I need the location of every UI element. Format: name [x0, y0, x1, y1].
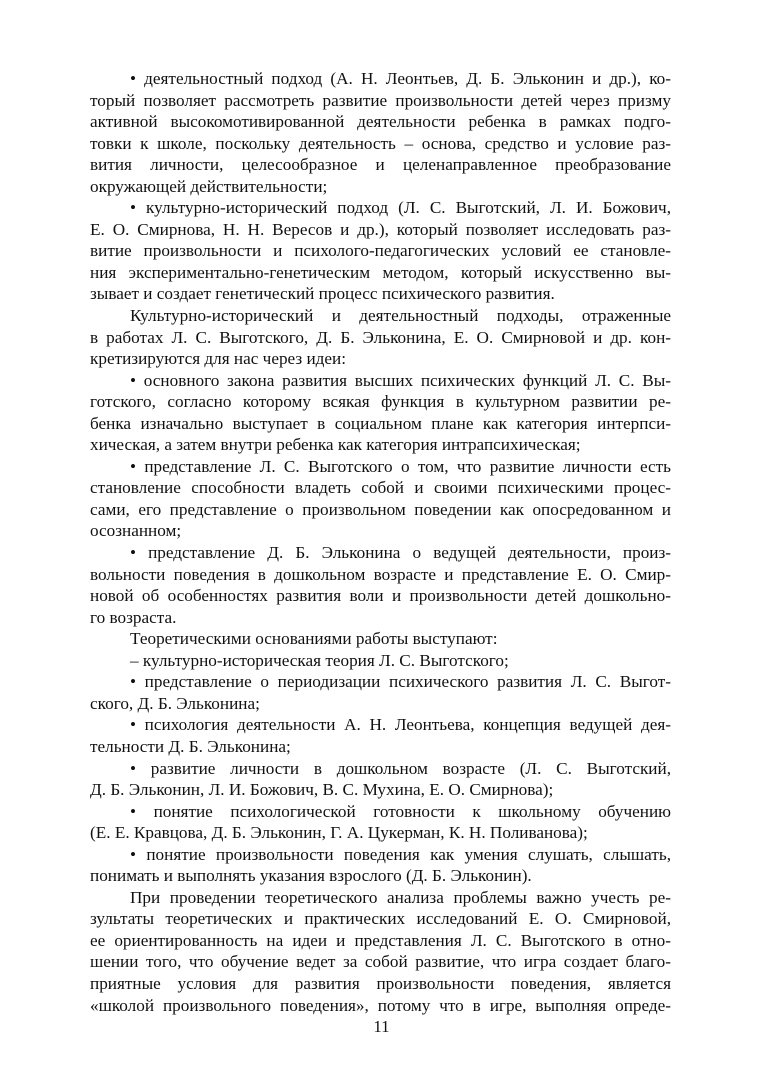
text-line: • развитие личности в дошкольном возрасте (Л. С. Выготский,: [130, 758, 671, 778]
text-line: сами, его представление о произвольном поведении как опосредованном и: [90, 499, 671, 519]
text-line: в работах Л. С. Выготского, Д. Б. Эльконина, Е. О. Смирновой и др. кон-: [90, 327, 671, 347]
text-line: – культурно-историческая теория Л. С. Выготского;: [130, 650, 509, 670]
text-line: Культурно-исторический и деятельностный подходы, отраженные: [130, 306, 671, 326]
text-line: • понятие произвольности поведения как умения слушать, слышать,: [130, 844, 671, 864]
text-line: бенка изначально выступает в социальном плане как категория интерпси-: [90, 413, 671, 433]
text-line: окружающей действительности;: [90, 176, 328, 196]
text-line: шении того, что обучение ведет за собой развитие, что игра создает благо-: [90, 952, 671, 972]
text-line: • культурно-исторический подход (Л. С. Выготский, Л. И. Божович,: [130, 198, 671, 218]
text-line: При проведении теоретического анализа проблемы важно учесть ре-: [130, 887, 671, 907]
text-line: • основного закона развития высших психических функций Л. С. Вы-: [130, 370, 671, 390]
text-line: ния экспериментально-генетическим методом, который искусственно вы-: [90, 262, 671, 282]
text-line: • деятельностный подход (А. Н. Леонтьев, Д. Б. Эльконин и др.), ко-: [130, 69, 671, 88]
page-number: 11: [373, 1017, 390, 1036]
text-line: (Е. Е. Кравцова, Д. Б. Эльконин, Г. А. Цукерман, К. Н. Поливанова);: [90, 823, 588, 843]
text-line: товки к школе, поскольку деятельность – основа, средство и условие раз-: [90, 133, 671, 153]
text-line: витие произвольности и психолого-педагогических условий ее становле-: [90, 241, 671, 261]
text-line: активной высокомотивированной деятельности ребенка в рамках подго-: [90, 112, 671, 132]
text-line: хическая, а затем внутри ребенка как категория интрапсихическая;: [90, 435, 581, 455]
text-line: Д. Б. Эльконин, Л. И. Божович, В. С. Мухина, Е. О. Смирнова);: [90, 780, 554, 800]
text-line: готского, согласно которому всякая функция в культурном развитии ре-: [90, 392, 671, 412]
text-line: становление способности владеть собой и своими психическими процес-: [90, 478, 671, 498]
text-line: торый позволяет рассмотреть развитие произвольности детей через призму: [90, 90, 671, 110]
text-line: го возраста.: [90, 607, 177, 627]
text-line: • представление Д. Б. Эльконина о ведущей деятельности, произ-: [130, 543, 671, 563]
text-line: кретизируются для нас через идеи:: [90, 349, 347, 369]
text-line: Теоретическими основаниями работы выступают:: [130, 629, 498, 649]
text-line: Е. О. Смирнова, Н. Н. Вересов и др.), который позволяет исследовать раз-: [90, 219, 671, 239]
text-line: вольности поведения в дошкольном возрасте и представление Е. О. Смир-: [90, 564, 671, 584]
text-line: • понятие психологической готовности к школьному обучению: [130, 801, 671, 821]
text-line: новой об особенностях развития воли и произвольности детей дошкольно-: [90, 586, 671, 606]
text-line: тельности Д. Б. Эльконина;: [90, 736, 291, 756]
text-line: ее ориентированность на идеи и представления Л. С. Выготского в отно-: [90, 930, 671, 950]
text-line: понимать и выполнять указания взрослого (Д. Б. Эльконин).: [90, 866, 532, 886]
text-line: осознанном;: [90, 521, 182, 541]
text-line: зывает и создает генетический процесс психического развития.: [90, 284, 555, 304]
text-line: • представление Л. С. Выготского о том, что развитие личности есть: [130, 456, 671, 476]
text-line: зультаты теоретических и практических исследований Е. О. Смирновой,: [90, 909, 671, 929]
text-line: «школой произвольного поведения», потому что в игре, выполняя опреде-: [90, 995, 671, 1015]
text-line: • представление о периодизации психического развития Л. С. Выгот-: [130, 672, 671, 692]
text-line: приятные условия для развития произвольности поведения, является: [90, 973, 671, 993]
body-text: [90, 68, 671, 1016]
text-line: ского, Д. Б. Эльконина;: [90, 693, 260, 713]
text-line: • психология деятельности А. Н. Леонтьева, концепция ведущей дея-: [130, 715, 671, 735]
text-line: вития личности, целесообразное и целенаправленное преобразование: [90, 155, 671, 175]
